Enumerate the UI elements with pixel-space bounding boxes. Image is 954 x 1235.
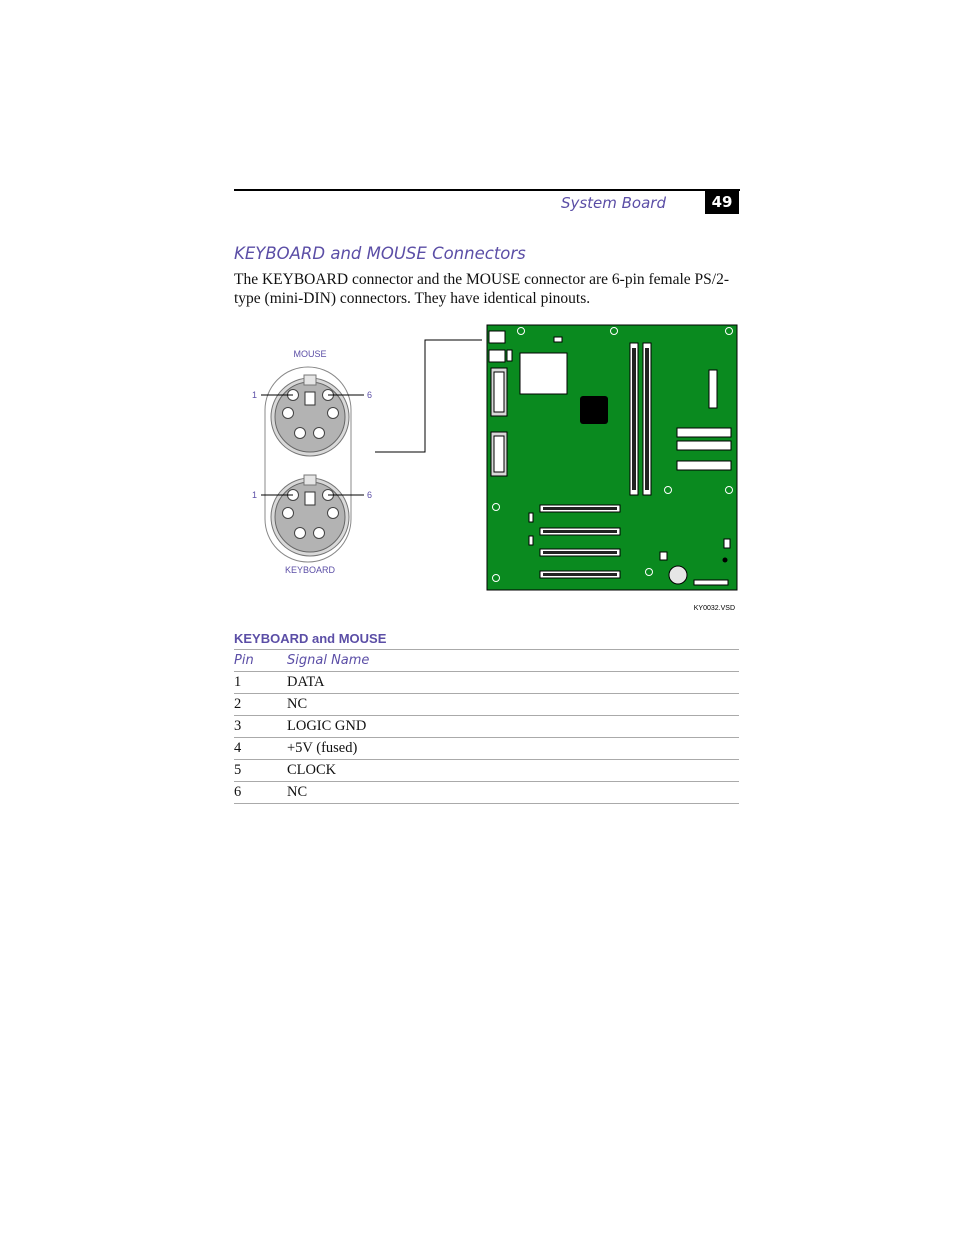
table-row [234, 716, 739, 738]
keyboard-port [261, 475, 364, 556]
keyboard-label: KEYBOARD [284, 565, 336, 575]
keyboard-pin-6-label: 6 [367, 490, 373, 500]
pin-cell: 4 [234, 738, 287, 760]
page-number: 49 [705, 190, 739, 214]
keyboard-pin-1-label: 1 [252, 490, 258, 500]
callout-line [375, 340, 482, 452]
signal-cell: DATA [287, 672, 739, 694]
table-row [234, 760, 739, 782]
pin-cell: 3 [234, 716, 287, 738]
pin-cell: 1 [234, 672, 287, 694]
pin-cell: 2 [234, 694, 287, 716]
signal-cell: NC [287, 694, 739, 716]
system-board-illustration [487, 325, 737, 590]
connector-diagram [234, 320, 740, 620]
table-header-row [234, 650, 739, 672]
table-title: KEYBOARD and MOUSE [234, 631, 387, 646]
column-header-signal: Signal Name [287, 650, 739, 672]
mouse-label: MOUSE [293, 349, 327, 359]
signal-cell: NC [287, 782, 739, 804]
mouse-port [261, 375, 364, 456]
mouse-pin-1-label: 1 [252, 390, 258, 400]
mouse-pin-6-label: 6 [367, 390, 373, 400]
section-heading: KEYBOARD and MOUSE Connectors [234, 244, 526, 263]
signal-cell: CLOCK [287, 760, 739, 782]
intro-paragraph: The KEYBOARD connector and the MOUSE connector are 6-pin female PS/2-type (mini-DIN) connectors. They have identical pinouts. [234, 271, 730, 307]
pinout-table [234, 649, 739, 804]
pin-cell: 5 [234, 760, 287, 782]
table-row [234, 782, 739, 804]
figure-file-id: KY0032.VSD [693, 605, 735, 612]
column-header-pin: Pin [234, 650, 287, 672]
signal-cell: LOGIC GND [287, 716, 739, 738]
section-title: System Board [560, 194, 666, 212]
table-row [234, 694, 739, 716]
signal-cell: +5V (fused) [287, 738, 739, 760]
table-row [234, 672, 739, 694]
table-row [234, 738, 739, 760]
pin-cell: 6 [234, 782, 287, 804]
connector-figure [234, 320, 740, 620]
header-rule [234, 189, 740, 191]
